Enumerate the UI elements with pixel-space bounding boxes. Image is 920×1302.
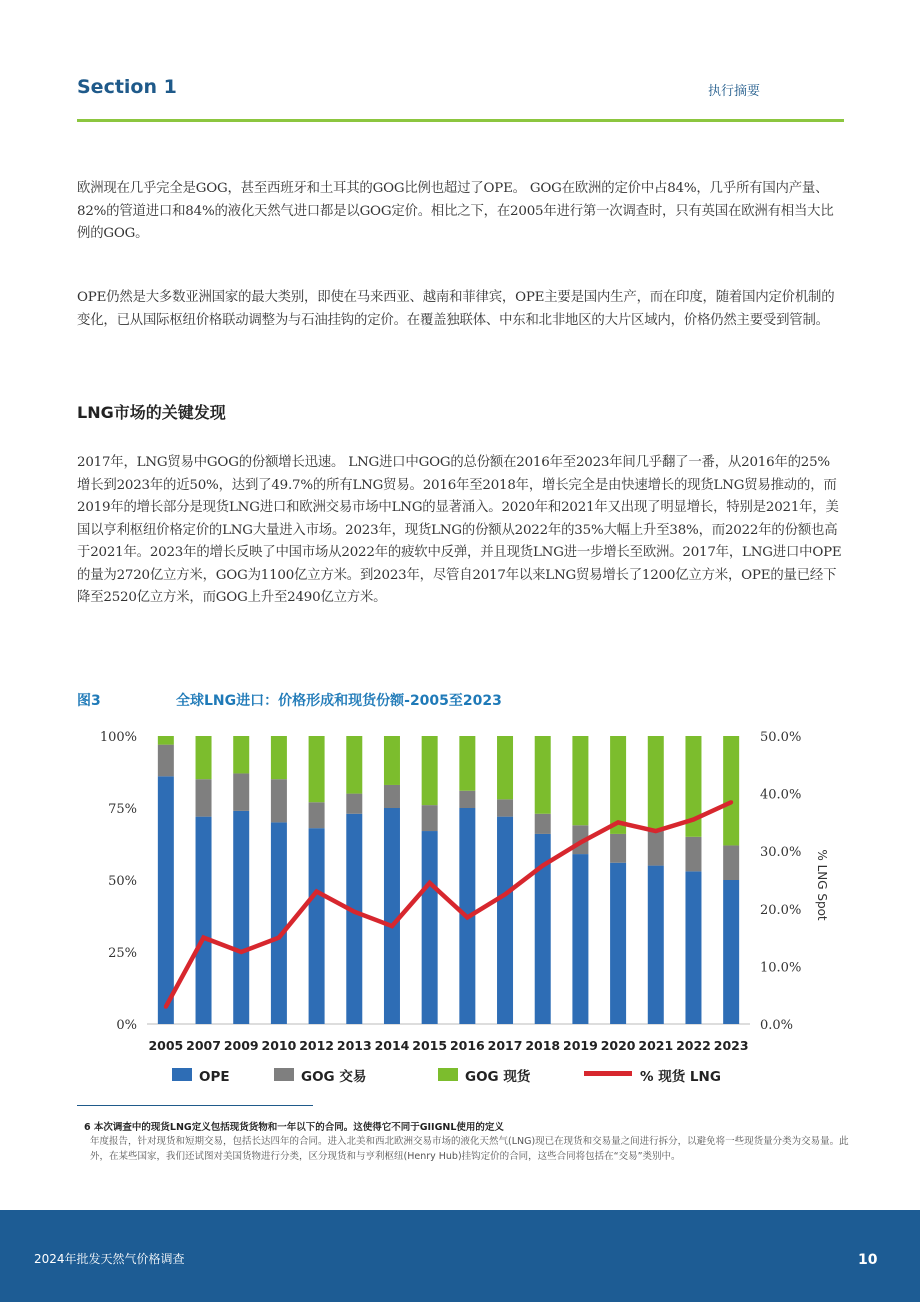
x-tick-label: 2017 bbox=[487, 1038, 523, 1053]
bar-ope-2022 bbox=[685, 871, 701, 1024]
spot-lng-point-2015 bbox=[428, 881, 432, 885]
bar-gog-现货-2007 bbox=[196, 736, 212, 779]
footnote-divider bbox=[77, 1105, 313, 1106]
spot-lng-point-2020 bbox=[616, 820, 620, 824]
right-axis-tick-label: 20.0% bbox=[760, 902, 802, 918]
bar-gog-交易-2023 bbox=[723, 845, 739, 880]
x-tick-label: 2012 bbox=[299, 1038, 334, 1053]
bar-gog-现货-2013 bbox=[346, 736, 362, 794]
legend-swatch-line bbox=[584, 1071, 632, 1076]
paragraph-asia: OPE仍然是大多数亚洲国家的最大类别，即使在马来西亚、越南和菲律宾，OPE主要是国内生产，而在印度，随着国内定价机制的变化，已从国际枢纽价格联动调整为与石油挂钩的定价。在覆盖独联体、中东和北非地区的大片区域内，价格仍然主要受到管制。 bbox=[77, 290, 835, 328]
spot-lng-point-2023 bbox=[729, 800, 733, 804]
bar-gog-交易-2018 bbox=[535, 814, 551, 834]
header-divider bbox=[77, 119, 844, 122]
spot-lng-point-2017 bbox=[503, 892, 507, 896]
spot-lng-point-2019 bbox=[578, 841, 582, 845]
bar-gog-现货-2019 bbox=[572, 736, 588, 825]
right-axis-title: % LNG Spot bbox=[815, 849, 829, 921]
bar-gog-交易-2013 bbox=[346, 794, 362, 814]
bar-gog-现货-2005 bbox=[158, 736, 174, 745]
page-number: 10 bbox=[858, 1252, 878, 1268]
paragraph-europe: 欧洲现在几乎完全是GOG，甚至西班牙和土耳其的GOG比例也超过了OPE。 GOG在欧洲的定价中占84%，几乎所有国内产量、82%的管道进口和84%的液化天然气进口都是以GOG定价。相比之下，在2005年进行第一次调查时，只有英国在欧洲有相当大比例的GOG。 bbox=[77, 181, 834, 241]
x-tick-label: 2014 bbox=[374, 1038, 410, 1053]
bar-gog-现货-2009 bbox=[233, 736, 249, 773]
bar-gog-现货-2017 bbox=[497, 736, 513, 799]
legend-label: OPE bbox=[199, 1069, 230, 1085]
spot-lng-point-2014 bbox=[390, 924, 394, 928]
x-tick-label: 2016 bbox=[449, 1038, 485, 1053]
right-axis-tick-label: 30.0% bbox=[760, 845, 802, 861]
bar-ope-2023 bbox=[723, 880, 739, 1024]
bar-gog-现货-2010 bbox=[271, 736, 287, 779]
bar-ope-2007 bbox=[196, 817, 212, 1024]
figure-number: 图3 bbox=[77, 693, 101, 709]
figure-title: 全球LNG进口：价格形成和现货份额-2005至2023 bbox=[176, 693, 502, 709]
legend-swatch-1 bbox=[274, 1068, 294, 1081]
left-axis-tick-label: 75% bbox=[108, 802, 137, 817]
bar-gog-现货-2018 bbox=[535, 736, 551, 814]
x-tick-label: 2020 bbox=[600, 1038, 636, 1053]
left-axis-tick-label: 100% bbox=[99, 730, 137, 745]
right-axis-tick-label: 40.0% bbox=[760, 787, 802, 803]
chapter-label: 执行摘要 bbox=[708, 84, 761, 99]
spot-lng-point-2016 bbox=[465, 915, 469, 919]
x-tick-label: 2015 bbox=[412, 1038, 448, 1053]
bar-gog-交易-2016 bbox=[459, 791, 475, 808]
spot-lng-point-2021 bbox=[654, 829, 658, 833]
bar-ope-2019 bbox=[572, 854, 588, 1024]
bar-ope-2021 bbox=[648, 866, 664, 1024]
spot-lng-point-2018 bbox=[541, 864, 545, 868]
left-axis-tick-label: 0% bbox=[116, 1018, 137, 1033]
bar-ope-2012 bbox=[309, 828, 325, 1024]
right-axis-tick-label: 0.0% bbox=[760, 1018, 794, 1033]
bar-gog-现货-2016 bbox=[459, 736, 475, 791]
bar-gog-交易-2017 bbox=[497, 799, 513, 816]
spot-lng-point-2009 bbox=[239, 950, 243, 954]
footnote-title: 6 本次调查中的现货LNG定义包括现货货物和一年以下的合同。这使得它不同于GIIGNL使用的定义 bbox=[84, 1122, 504, 1133]
section-title: Section 1 bbox=[77, 76, 177, 98]
x-tick-label: 2007 bbox=[186, 1038, 221, 1053]
x-tick-label: 2021 bbox=[638, 1038, 674, 1053]
paragraph-lng: 2017年，LNG贸易中GOG的份额增长迅速。 LNG进口中GOG的总份额在2016年至2023年间几乎翻了一番，从2016年的25%增长到2023年的近50%，达到了49.7%的所有LNG贸易。2016年至2018年，增长完全是由快速增长的现货LNG贸易推动的，而2019年的增长部分是现货LNG进口和欧洲交易市场中LNG的显著涌入。2020年和2021年又出现了明显增长，特别是2021年，美国以亨利枢纽价格定价的LNG大量进入市场。2023年，现货LNG的份额从2022年的35%大幅上升至38%，而2022年的份额也高于2021年。2023年的增长反映了中国市场从2022年的疲软中反弹，并且现货LNG进一步增长至欧洲。2017年，LNG进口中OPE的量为2720亿立方米，GOG为1100亿立方米。到2023年，尽管自2017年以来LNG贸易增长了1200亿立方米，OPE的量已经下降至2520亿立方米，而GOG上升至2490亿立方米。 bbox=[77, 455, 842, 605]
bar-gog-交易-2022 bbox=[685, 837, 701, 872]
bar-gog-交易-2007 bbox=[196, 779, 212, 816]
bar-gog-现货-2023 bbox=[723, 736, 739, 845]
bar-gog-现货-2020 bbox=[610, 736, 626, 834]
bar-gog-交易-2020 bbox=[610, 834, 626, 863]
x-tick-label: 2022 bbox=[676, 1038, 711, 1053]
bar-ope-2017 bbox=[497, 817, 513, 1024]
x-tick-label: 2010 bbox=[261, 1038, 297, 1053]
x-tick-label: 2023 bbox=[713, 1038, 749, 1053]
left-axis-tick-label: 25% bbox=[108, 946, 137, 961]
bar-gog-现货-2015 bbox=[422, 736, 438, 805]
bar-ope-2020 bbox=[610, 863, 626, 1024]
right-axis-tick-label: 10.0% bbox=[760, 960, 802, 976]
bar-ope-2013 bbox=[346, 814, 362, 1024]
bar-gog-现货-2012 bbox=[309, 736, 325, 802]
bar-ope-2015 bbox=[422, 831, 438, 1024]
x-tick-label: 2019 bbox=[563, 1038, 598, 1053]
footnote-text: 年度报告，针对现货和短期交易，包括长达四年的合同。进入北美和西北欧洲交易市场的液化天然气(LNG)现已在现货和交易量之间进行拆分，以避免将一些现货量分类为交易量。此外，在某些国家，我们还试图对美国货物进行分类，区分现货和与亨利枢纽(Henry Hub)挂钩定价的合同，这些合同将包括在“交易”类别中。 bbox=[90, 1136, 849, 1162]
bar-gog-现货-2014 bbox=[384, 736, 400, 785]
bar-gog-交易-2005 bbox=[158, 745, 174, 777]
legend-swatch-0 bbox=[172, 1068, 192, 1081]
bar-gog-交易-2021 bbox=[648, 831, 664, 866]
footer-report-title: 2024年批发天然气价格调查 bbox=[34, 1252, 185, 1266]
spot-lng-point-2007 bbox=[202, 936, 206, 940]
bar-gog-交易-2014 bbox=[384, 785, 400, 808]
section-heading: LNG市场的关键发现 bbox=[77, 403, 226, 422]
bar-ope-2005 bbox=[158, 776, 174, 1024]
spot-lng-point-2012 bbox=[315, 890, 319, 894]
spot-lng-point-2005 bbox=[164, 1005, 168, 1009]
spot-lng-point-2013 bbox=[352, 910, 356, 914]
bar-ope-2010 bbox=[271, 822, 287, 1024]
bar-gog-交易-2010 bbox=[271, 779, 287, 822]
left-axis-tick-label: 50% bbox=[108, 874, 137, 889]
legend-swatch-2 bbox=[438, 1068, 458, 1081]
bar-gog-交易-2015 bbox=[422, 805, 438, 831]
x-tick-label: 2005 bbox=[148, 1038, 184, 1053]
lng-price-formation-chart bbox=[0, 720, 920, 1100]
bar-ope-2014 bbox=[384, 808, 400, 1024]
bar-gog-交易-2009 bbox=[233, 773, 249, 810]
bar-gog-现货-2021 bbox=[648, 736, 664, 831]
x-tick-label: 2013 bbox=[336, 1038, 372, 1053]
legend-label: GOG 现货 bbox=[465, 1069, 531, 1085]
legend-label: GOG 交易 bbox=[301, 1069, 367, 1085]
bar-gog-交易-2012 bbox=[309, 802, 325, 828]
spot-lng-line bbox=[166, 802, 731, 1006]
x-tick-label: 2009 bbox=[223, 1038, 259, 1053]
x-tick-label: 2018 bbox=[525, 1038, 561, 1053]
legend-label: % 现货 LNG bbox=[640, 1069, 721, 1085]
right-axis-tick-label: 50.0% bbox=[760, 730, 802, 745]
spot-lng-point-2022 bbox=[691, 818, 695, 822]
bar-ope-2009 bbox=[233, 811, 249, 1024]
spot-lng-point-2010 bbox=[277, 936, 281, 940]
